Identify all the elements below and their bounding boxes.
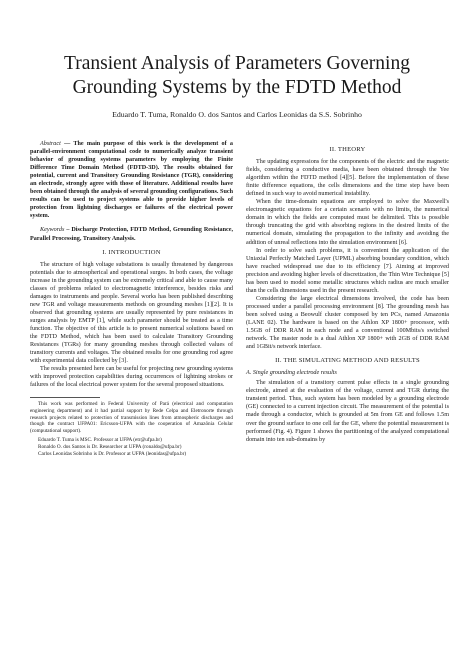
keywords-text: – Discharge Protection, FDTD Method, Grounding Resistance, Parallel Processing, Transitory Analysis. [30,227,233,242]
abstract [30,140,233,220]
simulation-heading: II. THE SIMULATING METHOD AND RESULTS [275,357,420,365]
simulation-subheading: A. Single grounding electrode results [246,370,337,377]
keywords-label: Keywords [40,227,65,234]
intro-paragraph-1: The structure of high voltage substations is usually threatened by dangerous potentials due to atmospherical and operational surges. In both cases, the voltage increase in the grounding system can be extremely critical and able to cause many classes of problems related to electromagnetic interference, besides risks and damages to instruments and people. Several works has been published describing new TGR and voltage measurements methods on grounding meshes [1][2]. It is observed that grounding systems are usually represented by pure resistances in surges analysis by EMTP [1], while such parameter should be treated as a time function. The objective of this article is to present numerical solutions based on the FDTD Method, which has been used to calculate Transitory Grounding Resistances (TGRs) for many grounding meshes through collected values of transitory currents and voltages. The obtained results for one grounding rod agree with experimental data collected by [3]. [30,261,233,365]
theory-heading: II. THEORY [329,146,366,153]
footnote-divider [30,397,100,398]
left-column [30,140,233,457]
author-footnote-3: Carlos Leonidas Sobrinho is Dr. Professor at UFPA (leonidas@ufpa.br) [38,450,187,457]
right-column [246,140,449,444]
author-footnote-2: Ronaldo O. dos Santos is Dr. Researcher at UFPA (ronaldo@ufpa.br) [38,443,182,450]
introduction-heading: I. INTRODUCTION [102,248,161,256]
title-line-2: Grounding Systems by the FDTD Method [72,77,402,98]
theory-paragraph-4: Considering the large electrical dimensions involved, the code has been processed under a parallel processing environment [8]. The grounding mesh has been solved using a Beowulf cluster composed by ten PCs, named Amazonia (LANE 02). The hardware is based on the Athlon XP 1800+ processor, with 1.5GB of DDR RAM in each node and a conventional 100Mbits/s switched network. The master node is a dual Athlon XP 1800+ with 2GB of DDR RAM and 1GBit/s network interface. [246,295,449,351]
theory-paragraph-2: When the time-domain equations are employed to solve the Maxwell's electromagnetic equations for a certain scenario with no limits, the numerical domain in which the fields are computed must be delimited. This is possible through truncating the grid with absorbing regions in the desired limits of the numerical domain, simulating the propagation to the infinity and avoiding the addition of unreal reflections into the simulation environment [6]. [246,199,449,246]
theory-paragraph-1: The updating expressions for the components of the electric and the magnetic fields, considering a conductive media, have been obtained through the Yee algorithm within the FDTD method [4][5]. Before the implementation of these finite difference equations, the cells dimensions and the time step have been defined in such way to avoid numerical instability. [246,159,449,198]
paper-title [30,52,444,100]
simulation-paragraph-1: The simulation of a transitory current pulse effects in a single grounding electrode, aimed at the evaluation of the voltage, current and TGR during the transient period. Thus, such system has been modeled by a grounding electrode (GE) connected to a current injection circuit. The measurement of the potential is made through a conductor, which is grounded at 5m from GE and follows 1.5m over the ground surface to one cell far the GE, where the potential measurement is performed (Fig. 4). Figure 1 shows the partitioning of the analyzed computational domain into ten sub-domains by [246,380,449,443]
keywords [30,226,233,242]
funding-footnote: This work was performed in Federal University of Pará (electrical and computation engineering department) and it had partial support by Rede Celpa and Eletronorte through research projects related to protection of transmission lines from atmospheric discharges and though the contract UFPA01: Ericsson-UFPA with the cooperation of Amazônia Celular (computational support). [30,401,233,434]
author-list: Eduardo T. Tuma, Ronaldo O. dos Santos and Carlos Leonidas da S.S. Sobrinho [112,110,362,119]
abstract-text: — The main purpose of this work is the development of a parallel-environment computational code to numerically analyze transient behavior of grounding systems parameters by employing the Finite Difference Time Domain Method (FDTD-3D). The results obtained for potential, current and Transitory Grounding Resistance (TGR), considering an electrode, strongly agree with those of literature. Additional results have been obtained through the analysis of several grounding configurations. Such results can be used to project systems able to provide higher levels of protection from lightning discharges or failures of the electrical power system. [30,141,233,220]
title-line-1: Transient Analysis of Parameters Governing [64,53,410,74]
intro-paragraph-2: The results presented here can be useful for projecting new grounding systems with improved protection capabilities during occurrences of lightning strokes or failures of the local electrical power system for the several proposed situations. [30,366,233,389]
theory-paragraph-3: In order to solve such problems, it is convenient the application of the Uniaxial Perfectly Matched Layer (UPML) absorbing boundary condition, which have reached widespread use due to its efficiency [7]. Aiming at improved precision and avoiding higher levels of discretization, the Thin Wire Technique [5] has been used to model some metallic structures which radius are much smaller than the cells dimensions used in the present research. [246,247,449,294]
abstract-label: Abstract [40,141,61,147]
author-footnote-1: Eduardo T. Tuma is MSC. Professor at UFPA (etr@ufpa.br) [38,437,162,444]
